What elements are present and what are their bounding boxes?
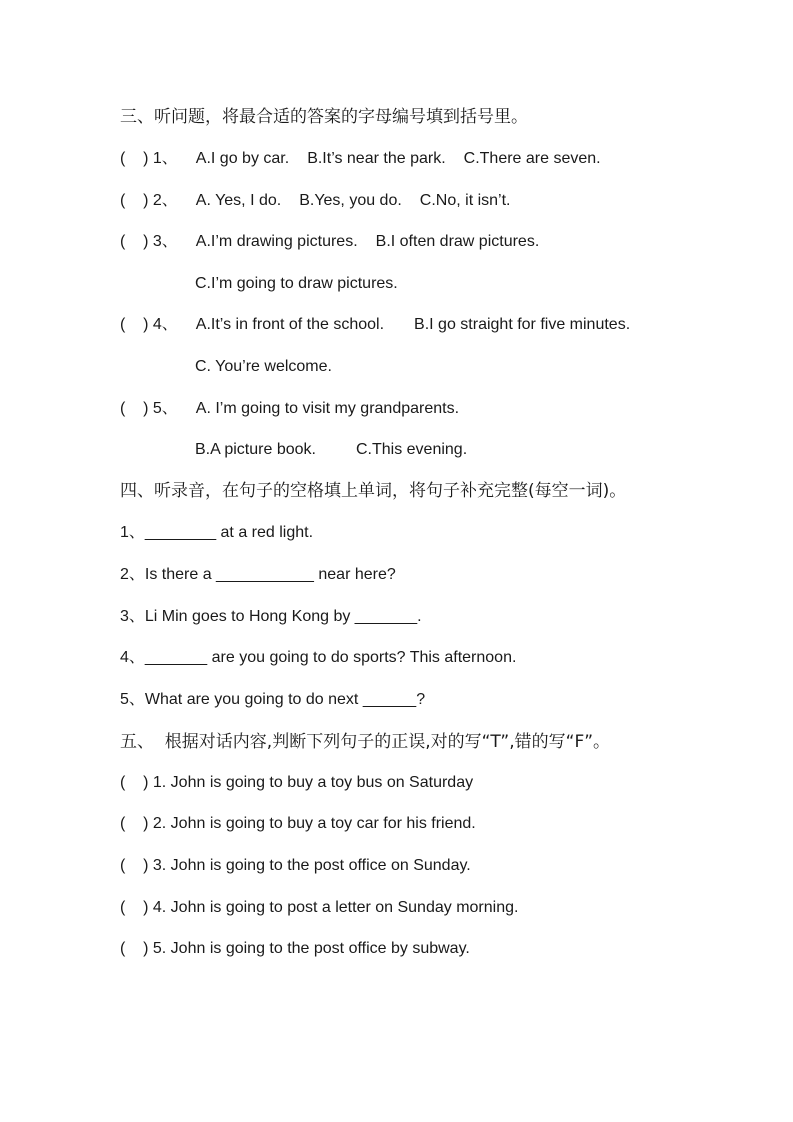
true-false-item: ( ) 4. John is going to post a letter on Sunday morning. (120, 899, 519, 916)
question-5-option-b: B.A picture book. (195, 441, 316, 458)
section3-heading: 三、听问题，将最合适的答案的字母编号填到括号里。 (120, 107, 528, 127)
question-1-option-b: B.It’s near the park. (307, 150, 446, 167)
fill-blank-item: 4、_______ are you going to do sports? This afternoon. (120, 649, 517, 666)
question-2-option-a: A. Yes, I do. (195, 192, 282, 209)
true-false-item: ( ) 5. John is going to the post office by subway. (120, 940, 470, 957)
question-4-number: ( ) 4、 (120, 316, 178, 333)
question-3-number: ( ) 3、 (120, 233, 178, 250)
question-4 (120, 314, 630, 336)
question-3 (120, 231, 539, 253)
question-5-option-a: A. I’m going to visit my grandparents. (195, 400, 460, 417)
question-5-options-bc (195, 439, 467, 461)
true-false-item: ( ) 1. John is going to buy a toy bus on Saturday (120, 774, 474, 791)
question-2-option-c: C.No, it isn’t. (419, 192, 511, 209)
question-4-option-c: C. You’re welcome. (195, 358, 332, 375)
question-5-option-c: C.This evening. (355, 441, 468, 458)
question-2-option-b: B.Yes, you do. (299, 192, 402, 209)
question-2-number: ( ) 2、 (120, 192, 178, 209)
question-2 (120, 190, 510, 212)
true-false-item: ( ) 2. John is going to buy a toy car for his friend. (120, 815, 476, 832)
question-3-option-c: C.I’m going to draw pictures. (195, 275, 398, 292)
fill-blank-item: 1、________ at a red light. (120, 524, 314, 541)
question-4-option-a: A.It’s in front of the school. (195, 316, 385, 333)
question-1-option-c: C.There are seven. (463, 150, 601, 167)
question-3-option-a: A.I’m drawing pictures. (195, 233, 358, 250)
section4-heading: 四、听录音，在句子的空格填上单词，将句子补充完整(每空一词)。 (120, 481, 627, 501)
section5-heading: 五、 根据对话内容,判断下列句子的正误,对的写“T”,错的写“F”。 (120, 732, 611, 752)
question-1-option-a: A.I go by car. (195, 150, 290, 167)
question-4-option-b: B.I go straight for five minutes. (414, 316, 631, 333)
true-false-item: ( ) 3. John is going to the post office on Sunday. (120, 857, 471, 874)
question-5-number: ( ) 5、 (120, 400, 178, 417)
question-1 (120, 148, 601, 170)
fill-blank-item: 2、Is there a ___________ near here? (120, 566, 396, 583)
question-3-option-b: B.I often draw pictures. (375, 233, 540, 250)
fill-blank-item: 3、Li Min goes to Hong Kong by _______. (120, 608, 422, 625)
question-1-number: ( ) 1、 (120, 150, 178, 167)
question-5 (120, 398, 459, 420)
fill-blank-item: 5、What are you going to do next ______? (120, 691, 426, 708)
